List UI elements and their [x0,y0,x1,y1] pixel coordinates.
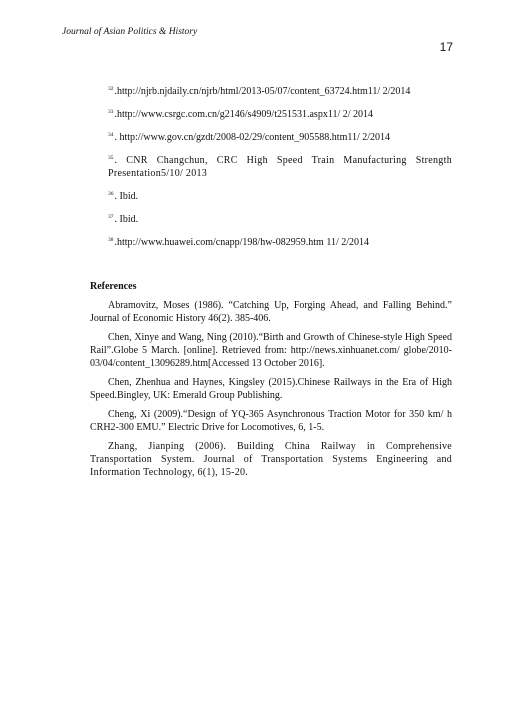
footnote [108,129,452,144]
footnote-number: 33 [108,109,114,115]
references-section [90,280,452,485]
reference-entry: Zhang, Jianping (2006). Building China Railway in Comprehensive Transportation System. Journal of Transportation Systems Engineering and Information Technology, 6(1), 15-20. [90,441,452,478]
references-heading: References [90,281,137,292]
footnote-text: . Ibid. [114,214,139,225]
footnotes [90,83,452,257]
footnote-text: . Ibid. [114,191,139,202]
footnote-text: .http://njrb.njdaily.cn/njrb/html/2013-05/07/content_63724.htm11/ 2/2014 [114,86,411,97]
page-number: 17 [439,40,453,54]
footnote [108,106,452,121]
footnote [108,234,452,249]
footnote-number: 38 [108,237,114,243]
journal-title: Journal of Asian Politics & History [62,27,198,37]
reference-entry: Abramovitz, Moses (1986). “Catching Up, Forging Ahead, and Falling Behind.” Journal of Economic History 46(2). 385-406. [90,300,452,324]
footnote [90,152,452,180]
footnote-text: .http://www.csrgc.com.cn/g2146/s4909/t251531.aspx11/ 2/ 2014 [114,109,374,120]
reference-entry: Cheng, Xi (2009).“Design of YQ-365 Asynchronous Traction Motor for 350 km/ h CRH2-300 EMU.” Electric Drive for Locomotives, 6, 1-5. [90,409,452,433]
footnote [108,83,452,98]
footnote-number: 37 [108,214,114,220]
footnote-number: 32 [108,86,114,92]
footnote-number: 34 [108,132,114,138]
footnote-number: 36 [108,191,114,197]
reference-entry: Chen, Zhenhua and Haynes, Kingsley (2015).Chinese Railways in the Era of High Speed.Bingley, UK: Emerald Group Publishing. [90,377,452,401]
footnote [108,211,452,226]
reference-entry: Chen, Xinye and Wang, Ning (2010).“Birth and Growth of Chinese-style High Speed Rail”.Globe 5 March. [online]. Retrieved from: http://news.xinhuanet.com/ globe/2010-03/04/content_13096289.htm[Accessed 13 October 2016]. [90,332,452,369]
footnote [108,188,452,203]
footnote-text: . http://www.gov.cn/gzdt/2008-02/29/content_905588.htm11/ 2/2014 [114,132,391,143]
footnote-text: .http://www.huawei.com/cnapp/198/hw-082959.htm 11/ 2/2014 [114,237,370,248]
footnote-number: 35 [108,155,114,161]
footnote-text: . CNR Changchun, CRC High Speed Train Manufacturing Strength Presentation5/10/ 2013 [108,155,452,179]
